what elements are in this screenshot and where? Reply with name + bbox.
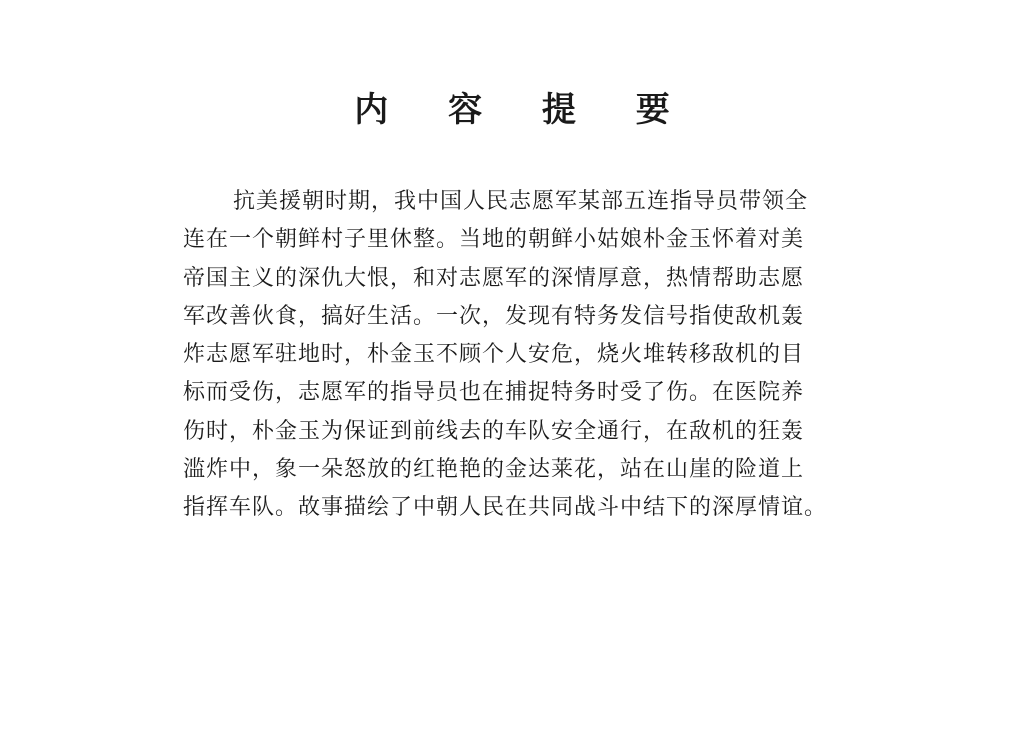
text-line: 炸志愿军驻地时，朴金玉不顾个人安危，烧火堆转移敌机的目 [183, 342, 805, 368]
text-line: 连在一个朝鲜村子里休整。当地的朝鲜小姑娘朴金玉怀着对美 [183, 227, 805, 253]
page-title: 内 容 提 要 [354, 90, 694, 130]
text-line: 抗美援朝时期，我中国人民志愿军某部五连指导员带领全 [233, 189, 809, 214]
text-line: 伤时，朴金玉为保证到前线去的车队安全通行，在敌机的狂轰 [183, 418, 805, 444]
text-line: 帝国主义的深仇大恨，和对志愿军的深情厚意，热情帮助志愿 [183, 265, 805, 291]
synopsis-paragraph [183, 183, 873, 528]
text-line: 滥炸中，象一朵怒放的红艳艳的金达莱花，站在山崖的险道上 [183, 457, 805, 483]
text-line: 标而受伤，志愿军的指导员也在捕捉特务时受了伤。在医院养 [183, 380, 805, 406]
text-line: 指挥车队。故事描绘了中朝人民在共同战斗中结下的深厚情谊。 [183, 495, 828, 521]
text-line: 军改善伙食，搞好生活。一次，发现有特务发信号指使敌机轰 [183, 303, 805, 329]
